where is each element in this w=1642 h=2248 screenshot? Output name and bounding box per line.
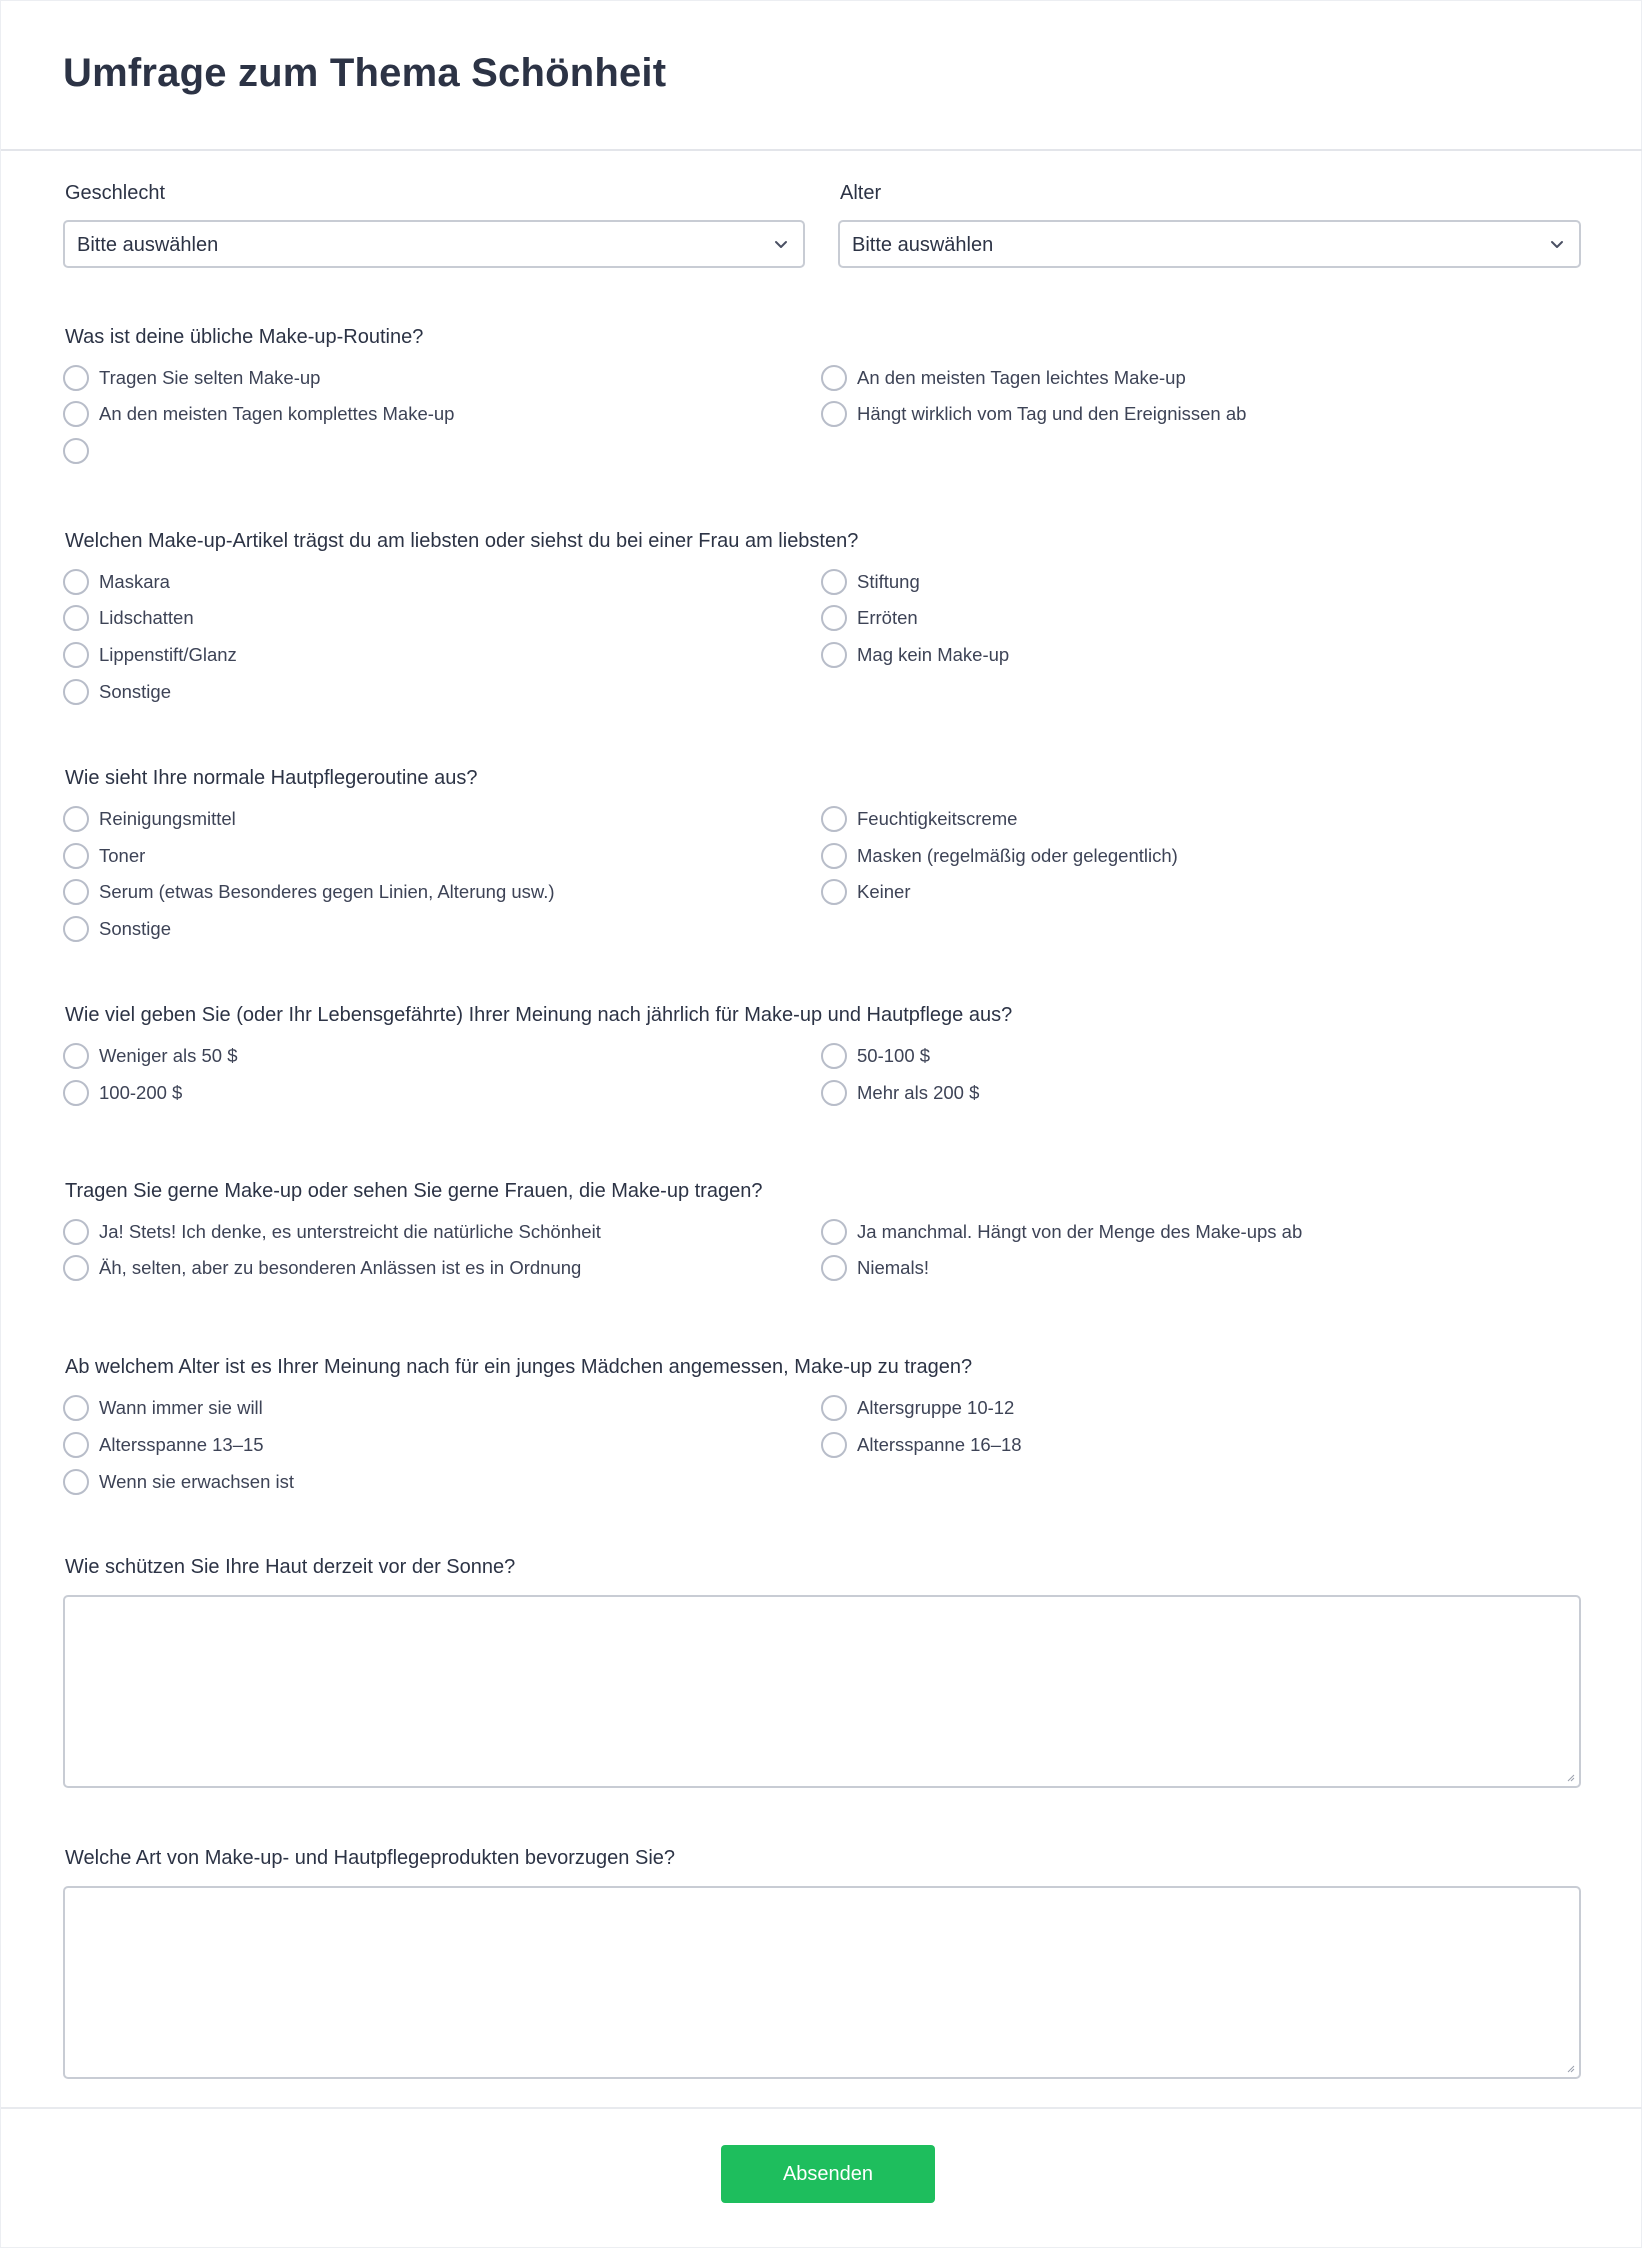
gender-select-value: Bitte auswählen [77,234,219,256]
resize-handle-icon[interactable] [1565,2063,1575,2073]
option-label: Altersspanne 13–15 [99,1434,264,1455]
radio-button[interactable] [821,365,847,391]
radio-button[interactable] [821,1432,847,1458]
radio-button[interactable] [821,1255,847,1281]
option-label: Feuchtigkeitscreme [857,808,1018,829]
submit-button[interactable]: Absenden [721,2145,935,2203]
option-label: Sonstige [99,918,171,939]
option-label: Wenn sie erwachsen ist [99,1471,295,1492]
option-label: Niemals! [857,1257,929,1278]
preferred-products-textarea[interactable] [63,1886,1581,2079]
radio-button[interactable] [63,1395,89,1421]
option-label: Stiftung [857,571,920,592]
gender-select[interactable] [63,220,805,268]
q1-label: Was ist deine übliche Make-up-Routine? [65,326,424,348]
q5-label: Tragen Sie gerne Make-up oder sehen Sie gerne Frauen, die Make-up tragen? [65,1180,763,1202]
q2-label: Welchen Make-up-Artikel trägst du am liebsten oder siehst du bei einer Frau am liebsten? [65,530,859,552]
radio-button[interactable] [63,1469,89,1495]
option-label: 100-200 $ [99,1082,183,1103]
option-label: Masken (regelmäßig oder gelegentlich) [857,845,1178,866]
option-label: Erröten [857,607,918,628]
option-label: Maskara [99,571,170,592]
radio-button[interactable] [63,1043,89,1069]
radio-button[interactable] [63,843,89,869]
option-label: Toner [99,845,146,866]
option-label: An den meisten Tagen komplettes Make-up [99,403,455,424]
radio-button[interactable] [821,1219,847,1245]
radio-button[interactable] [63,806,89,832]
radio-button[interactable] [821,806,847,832]
q3-label: Wie sieht Ihre normale Hautpflegeroutine aus? [65,767,478,789]
radio-button[interactable] [821,605,847,631]
age-label: Alter [840,182,882,204]
radio-button[interactable] [63,879,89,905]
radio-button[interactable] [63,569,89,595]
radio-button[interactable] [821,401,847,427]
option-label: Keiner [857,881,911,902]
radio-button[interactable] [63,438,89,464]
radio-button[interactable] [63,642,89,668]
chevron-down-icon [773,236,789,252]
form-title: Umfrage zum Thema Schönheit [63,51,667,95]
radio-button[interactable] [63,401,89,427]
q6-label: Ab welchem Alter ist es Ihrer Meinung nach für ein junges Mädchen angemessen, Make-up zu tragen? [65,1356,973,1378]
radio-button[interactable] [63,1219,89,1245]
option-label: Reinigungsmittel [99,808,236,829]
option-label: Sonstige [99,681,171,702]
q7-label: Wie schützen Sie Ihre Haut derzeit vor der Sonne? [65,1556,516,1578]
option-label: Altersgruppe 10-12 [857,1397,1015,1418]
radio-button[interactable] [821,1043,847,1069]
radio-button[interactable] [821,1080,847,1106]
radio-button[interactable] [63,916,89,942]
radio-button[interactable] [63,1080,89,1106]
form-header [1,1,1642,151]
age-select[interactable] [838,220,1581,268]
radio-button[interactable] [63,605,89,631]
q8-label: Welche Art von Make-up- und Hautpflegeprodukten bevorzugen Sie? [65,1847,676,1869]
gender-label: Geschlecht [65,182,166,204]
option-label: 50-100 $ [857,1045,931,1066]
radio-button[interactable] [821,642,847,668]
option-label: Äh, selten, aber zu besonderen Anlässen ist es in Ordnung [99,1257,582,1278]
option-label: Lidschatten [99,607,194,628]
option-label: Serum (etwas Besonderes gegen Linien, Alterung usw.) [99,881,555,902]
chevron-down-icon [1549,236,1565,252]
radio-button[interactable] [821,569,847,595]
option-label: Lippenstift/Glanz [99,644,237,665]
option-label: Weniger als 50 $ [99,1045,238,1066]
option-label: Ja! Stets! Ich denke, es unterstreicht die natürliche Schönheit [99,1221,601,1242]
option-label: Tragen Sie selten Make-up [99,367,321,388]
radio-button[interactable] [821,843,847,869]
radio-button[interactable] [821,1395,847,1421]
option-label: Mehr als 200 $ [857,1082,980,1103]
radio-button[interactable] [63,1432,89,1458]
option-label: An den meisten Tagen leichtes Make-up [857,367,1186,388]
option-label: Altersspanne 16–18 [857,1434,1022,1455]
option-label: Wann immer sie will [99,1397,263,1418]
sun-protection-textarea[interactable] [63,1595,1581,1788]
option-label: Ja manchmal. Hängt von der Menge des Make-ups ab [857,1221,1303,1242]
resize-handle-icon[interactable] [1565,1772,1575,1782]
radio-button[interactable] [63,365,89,391]
radio-button[interactable] [63,679,89,705]
age-select-value: Bitte auswählen [852,234,994,256]
option-label: Mag kein Make-up [857,644,1010,665]
radio-button[interactable] [63,1255,89,1281]
option-label: Hängt wirklich vom Tag und den Ereignissen ab [857,403,1247,424]
q4-label: Wie viel geben Sie (oder Ihr Lebensgefährte) Ihrer Meinung nach jährlich für Make-up und Hautpflege aus? [65,1004,1013,1026]
radio-button[interactable] [821,879,847,905]
